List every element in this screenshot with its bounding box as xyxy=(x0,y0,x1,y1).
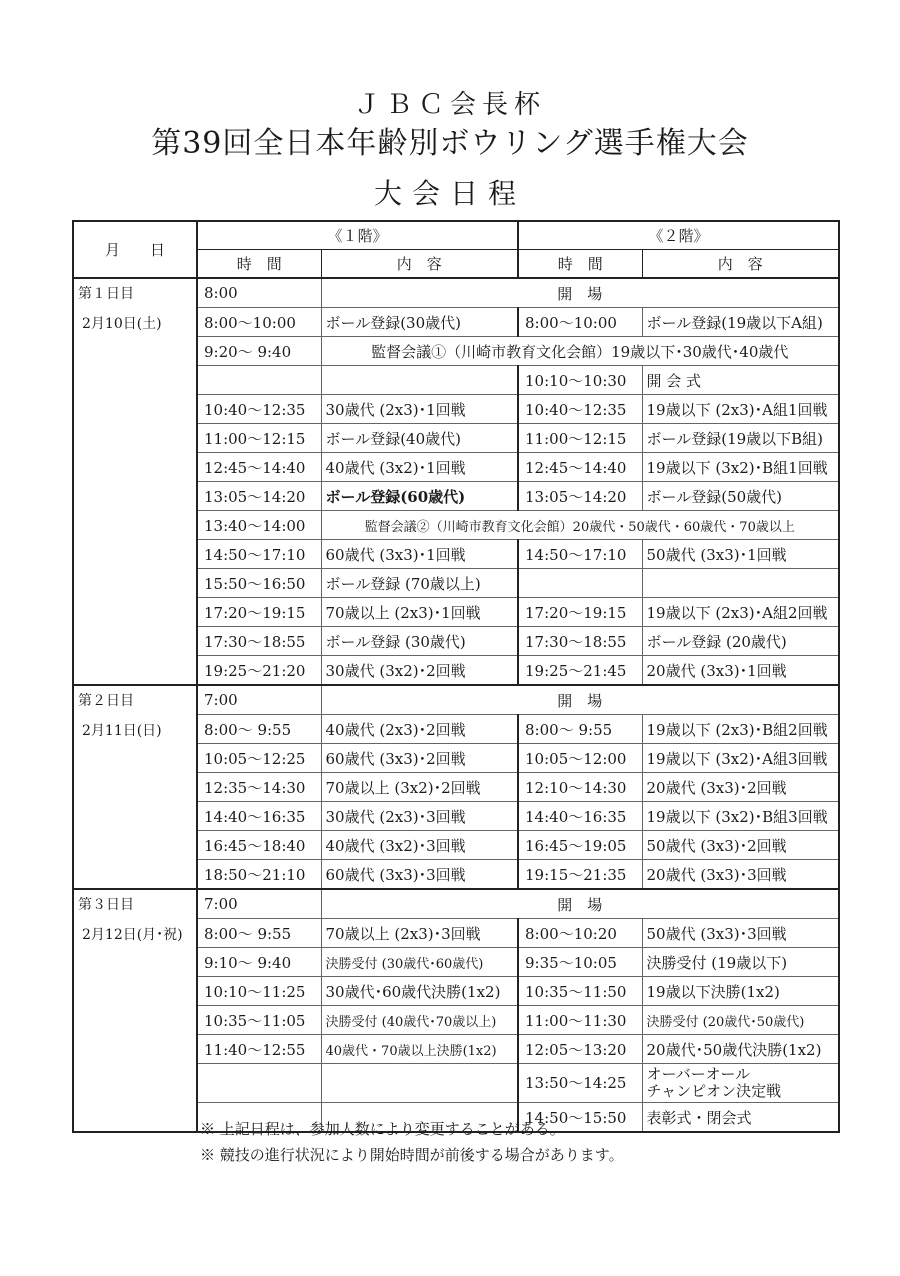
time-cell-floor1: 10:10～11:25 xyxy=(197,977,321,1006)
time-cell-floor2: 11:00～11:30 xyxy=(518,1006,642,1035)
content-text: 決勝受付 (19歳以下) xyxy=(646,953,788,972)
content-cell-floor2 xyxy=(642,802,839,831)
content-cell-floor1: ボール登録(30歳代) xyxy=(321,308,518,337)
day-label: 第２日目 xyxy=(78,693,134,709)
time-cell-floor2: 16:45～19:05 xyxy=(518,831,642,860)
content-cell-floor1: 70歳以上 (2x3)･3回戦 xyxy=(321,919,518,948)
time-cell-floor2: 10:05～12:00 xyxy=(518,744,642,773)
time-cell-floor1: 13:05～14:20 xyxy=(197,482,321,511)
content-cell-floor1: 70歳以上 (3x2)･2回戦 xyxy=(321,773,518,802)
day-label: 第３日目 xyxy=(78,897,134,913)
content-cell-floor2 xyxy=(642,569,839,598)
content-cell-floor1: 40歳代 (3x2)･1回戦 xyxy=(321,453,518,482)
time-cell-floor1: 14:50～17:10 xyxy=(197,540,321,569)
time-cell-floor1 xyxy=(197,1064,321,1103)
content-cell-floor1: ボール登録 (70歳以上) xyxy=(321,569,518,598)
content-cell-floor2 xyxy=(642,540,839,569)
content-text: ボール登録 (20歳代) xyxy=(646,632,787,651)
header-date: 月 日 xyxy=(73,221,197,278)
time-cell: 7:00 xyxy=(197,889,321,919)
content-cell-floor1: 40歳代・70歳以上決勝(1x2) xyxy=(321,1035,518,1064)
day-cell xyxy=(73,278,197,685)
content-cell-floor1: ボール登録(40歳代) xyxy=(321,424,518,453)
content-text: ボール登録(50歳代) xyxy=(646,487,783,506)
time-cell-floor2: 12:10～14:30 xyxy=(518,773,642,802)
content-cell-floor2 xyxy=(642,831,839,860)
content-cell-floor1: 30歳代 (3x2)･2回戦 xyxy=(321,656,518,686)
content-cell-floor2 xyxy=(642,627,839,656)
time-cell-floor1: 10:35～11:05 xyxy=(197,1006,321,1035)
time-cell-floor2: 14:40～16:35 xyxy=(518,802,642,831)
day-date: 2月11日(日) xyxy=(82,723,162,739)
time-cell-floor2: 12:45～14:40 xyxy=(518,453,642,482)
time-cell-floor2: 14:50～17:10 xyxy=(518,540,642,569)
content-cell-floor2 xyxy=(642,860,839,890)
note-1: ※ 上記日程は、参加人数により変更することがある。 xyxy=(200,1120,565,1138)
header-floor1: 《１階》 xyxy=(197,221,518,250)
content-cell-floor1: ボール登録(60歳代) xyxy=(321,482,518,511)
title-line2: 第39回全日本年齢別ボウリング選手権大会 xyxy=(151,126,749,161)
time-cell-floor2: 8:00～ 9:55 xyxy=(518,715,642,744)
content-cell-floor2 xyxy=(642,656,839,686)
time-cell-floor2: 9:35～10:05 xyxy=(518,948,642,977)
table-row xyxy=(73,278,839,308)
time-cell-floor2 xyxy=(518,569,642,598)
content-text: 20歳代 (3x3)･1回戦 xyxy=(646,661,787,680)
time-cell-floor1: 17:30～18:55 xyxy=(197,627,321,656)
time-cell-floor2: 10:40～12:35 xyxy=(518,395,642,424)
time-cell-floor1: 17:20～19:15 xyxy=(197,598,321,627)
content-cell-floor2 xyxy=(642,308,839,337)
day-date: 2月10日(土) xyxy=(82,316,162,332)
content-cell-floor2 xyxy=(642,366,839,395)
event-cell: 開 場 xyxy=(321,685,839,715)
content-text: 50歳代 (3x3)･3回戦 xyxy=(646,924,787,943)
content-cell-floor2 xyxy=(642,453,839,482)
content-cell-floor1: 60歳代 (3x3)･2回戦 xyxy=(321,744,518,773)
content-text-line2: チャンピオン決定戦 xyxy=(646,1082,782,1100)
time-cell-floor1: 8:00～10:00 xyxy=(197,308,321,337)
content-text: 19歳以下 (3x2)･A組3回戦 xyxy=(646,749,828,768)
content-cell-floor2 xyxy=(642,977,839,1006)
content-cell-floor1: ボール登録 (30歳代) xyxy=(321,627,518,656)
content-cell-floor2 xyxy=(642,424,839,453)
header-content-1: 内 容 xyxy=(321,250,518,279)
content-cell-floor2 xyxy=(642,482,839,511)
title-line1: ＪＢＣ会長杯 xyxy=(353,90,546,120)
time-cell-floor2: 13:05～14:20 xyxy=(518,482,642,511)
time-cell-floor1: 8:00～ 9:55 xyxy=(197,919,321,948)
time-cell-floor1: 9:10～ 9:40 xyxy=(197,948,321,977)
content-text: ボール登録(19歳以下B組) xyxy=(646,429,824,448)
day-date: 2月12日(月･祝) xyxy=(82,927,183,943)
time-cell-floor1: 14:40～16:35 xyxy=(197,802,321,831)
content-cell-floor1: 決勝受付 (30歳代･60歳代) xyxy=(321,948,518,977)
day-label: 第１日目 xyxy=(78,286,134,302)
header-floor2: 《２階》 xyxy=(518,221,839,250)
event-cell: 開 場 xyxy=(321,889,839,919)
header-content-2: 内 容 xyxy=(642,250,839,279)
header-time-1: 時 間 xyxy=(197,250,321,279)
content-text: 19歳以下 (2x3)･A組1回戦 xyxy=(646,400,828,419)
time-cell-floor1: 18:50～21:10 xyxy=(197,860,321,890)
content-text: 19歳以下 (3x2)･B組3回戦 xyxy=(646,807,828,826)
time-cell-floor1: 15:50～16:50 xyxy=(197,569,321,598)
content-cell-floor2 xyxy=(642,1035,839,1064)
time-cell-floor2: 10:35～11:50 xyxy=(518,977,642,1006)
content-text: 表彰式・閉会式 xyxy=(646,1108,752,1127)
time-cell-floor2: 17:20～19:15 xyxy=(518,598,642,627)
time-cell: 7:00 xyxy=(197,685,321,715)
content-cell-floor1: 決勝受付 (40歳代･70歳以上) xyxy=(321,1006,518,1035)
content-cell-floor1: 70歳以上 (2x3)･1回戦 xyxy=(321,598,518,627)
content-text: 20歳代 (3x3)･2回戦 xyxy=(646,778,787,797)
day-cell xyxy=(73,889,197,1132)
event-cell: 監督会議①（川崎市教育文化会館）19歳以下･30歳代･40歳代 xyxy=(321,337,839,366)
notes xyxy=(200,1116,624,1168)
content-text: 20歳代･50歳代決勝(1x2) xyxy=(646,1040,822,1059)
time-cell-floor2: 12:05～13:20 xyxy=(518,1035,642,1064)
content-cell-floor1 xyxy=(321,1064,518,1103)
content-text: 20歳代 (3x3)･3回戦 xyxy=(646,865,787,884)
content-cell-floor1: 30歳代 (2x3)･1回戦 xyxy=(321,395,518,424)
time-cell: 8:00 xyxy=(197,278,321,308)
content-cell-floor1: 60歳代 (3x3)･1回戦 xyxy=(321,540,518,569)
time-cell-floor2: 13:50～14:25 xyxy=(518,1064,642,1103)
content-cell-floor1 xyxy=(321,366,518,395)
time-cell-floor1 xyxy=(197,366,321,395)
time-cell-floor2: 17:30～18:55 xyxy=(518,627,642,656)
content-text: 決勝受付 (20歳代･50歳代) xyxy=(646,1014,805,1030)
content-text: ボール登録(19歳以下A組) xyxy=(646,313,823,332)
time-cell-floor1: 12:35～14:30 xyxy=(197,773,321,802)
content-cell-floor1: 40歳代 (2x3)･2回戦 xyxy=(321,715,518,744)
note-2: ※ 競技の進行状況により開始時間が前後する場合があります。 xyxy=(200,1146,624,1164)
content-text: 19歳以下 (3x2)･B組1回戦 xyxy=(646,458,828,477)
time-cell-floor1: 10:40～12:35 xyxy=(197,395,321,424)
time-cell-floor2: 11:00～12:15 xyxy=(518,424,642,453)
content-text: 50歳代 (3x3)･2回戦 xyxy=(646,836,787,855)
time-cell-floor1: 12:45～14:40 xyxy=(197,453,321,482)
header-time-2: 時 間 xyxy=(518,250,642,279)
table-row xyxy=(73,889,839,919)
content-cell-floor2 xyxy=(642,395,839,424)
time-cell-floor2: 19:25～21:45 xyxy=(518,656,642,686)
time-cell-floor2: 10:10～10:30 xyxy=(518,366,642,395)
time-cell-floor1: 8:00～ 9:55 xyxy=(197,715,321,744)
content-text: オーバーオール xyxy=(646,1065,751,1083)
header-row-floors xyxy=(73,221,839,250)
title-line3: 大会日程 xyxy=(373,177,526,210)
content-text: 19歳以下 (2x3)･B組2回戦 xyxy=(646,720,828,739)
event-cell: 監督会議②（川崎市教育文化会館）20歳代・50歳代・60歳代・70歳以上 xyxy=(321,511,839,540)
table-row xyxy=(73,685,839,715)
time-cell-floor2: 8:00～10:00 xyxy=(518,308,642,337)
content-cell-floor1: 30歳代･60歳代決勝(1x2) xyxy=(321,977,518,1006)
time-cell: 9:20～ 9:40 xyxy=(197,337,321,366)
time-cell-floor1: 16:45～18:40 xyxy=(197,831,321,860)
time-cell-floor1: 10:05～12:25 xyxy=(197,744,321,773)
time-cell-floor2: 8:00～10:20 xyxy=(518,919,642,948)
content-cell-floor2 xyxy=(642,598,839,627)
content-cell-floor2 xyxy=(642,1103,839,1133)
schedule-table xyxy=(72,220,840,1133)
content-cell-floor1: 40歳代 (3x2)･3回戦 xyxy=(321,831,518,860)
content-text: 開 会 式 xyxy=(646,371,702,390)
content-cell-floor2 xyxy=(642,773,839,802)
time-cell-floor1: 19:25～21:20 xyxy=(197,656,321,686)
content-cell-floor2 xyxy=(642,1064,839,1103)
content-text: 19歳以下決勝(1x2) xyxy=(646,982,780,1001)
content-cell-floor2 xyxy=(642,1006,839,1035)
time-cell: 13:40～14:00 xyxy=(197,511,321,540)
content-cell-floor1: 30歳代 (2x3)･3回戦 xyxy=(321,802,518,831)
content-cell-floor1: 60歳代 (3x3)･3回戦 xyxy=(321,860,518,890)
content-cell-floor2 xyxy=(642,919,839,948)
day-cell xyxy=(73,685,197,889)
event-cell: 開 場 xyxy=(321,278,839,308)
time-cell-floor2: 14:50～15:50 xyxy=(518,1103,642,1133)
content-cell-floor2 xyxy=(642,744,839,773)
content-text: 19歳以下 (2x3)･A組2回戦 xyxy=(646,603,828,622)
time-cell-floor1: 11:00～12:15 xyxy=(197,424,321,453)
content-cell-floor2 xyxy=(642,948,839,977)
content-cell-floor2 xyxy=(642,715,839,744)
content-text: 50歳代 (3x3)･1回戦 xyxy=(646,545,787,564)
time-cell-floor1: 11:40～12:55 xyxy=(197,1035,321,1064)
time-cell-floor2: 19:15～21:35 xyxy=(518,860,642,890)
